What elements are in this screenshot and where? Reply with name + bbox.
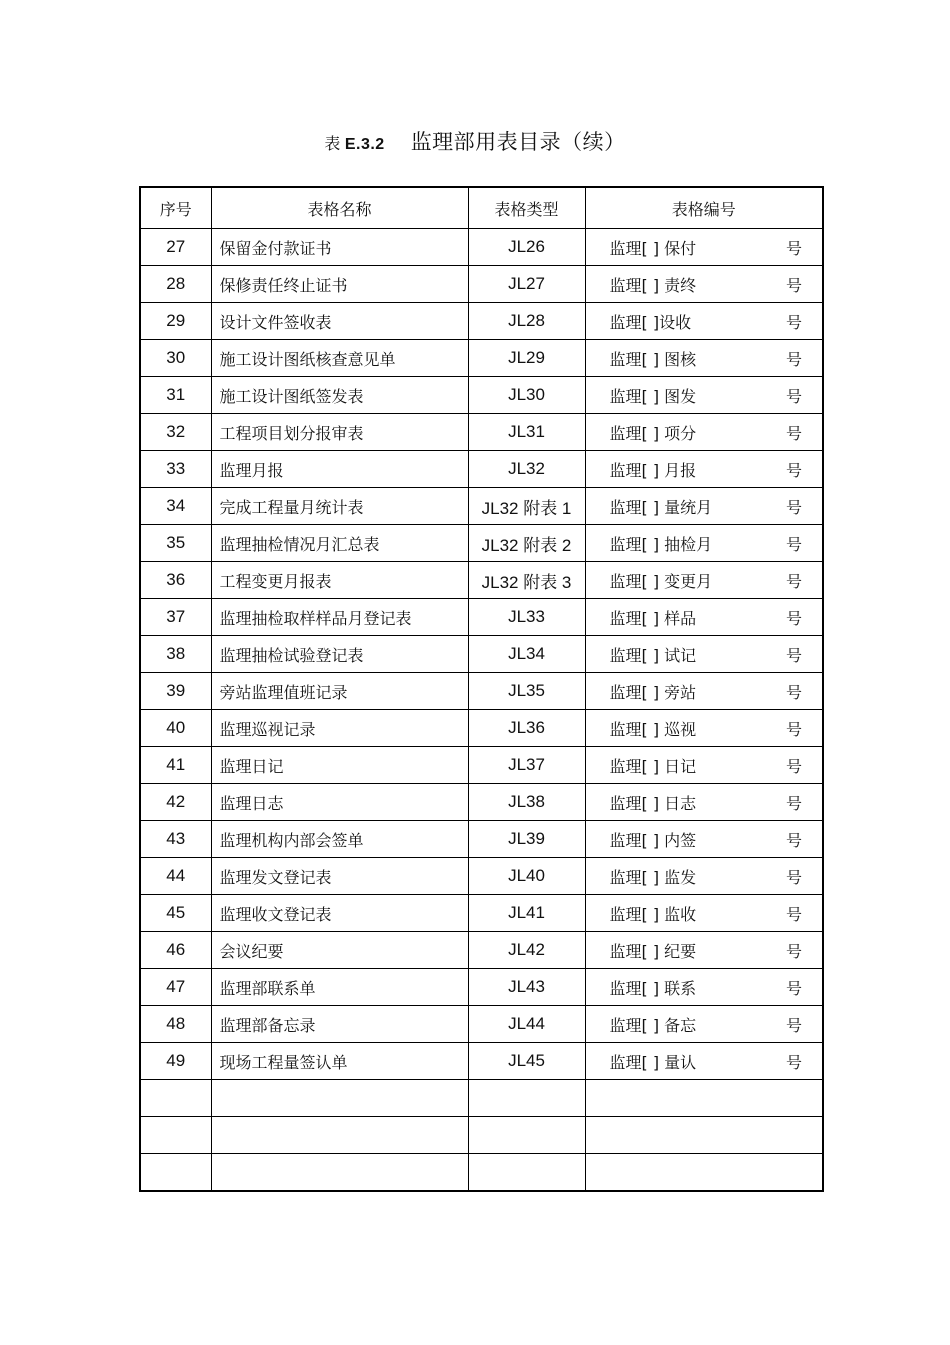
header-num: 序号 bbox=[140, 187, 211, 229]
row-name: 监理日记 bbox=[211, 747, 468, 784]
row-num: 34 bbox=[140, 488, 211, 525]
row-code bbox=[585, 932, 823, 969]
table-row bbox=[140, 303, 823, 340]
row-code-text: 监理[ ] 日志 bbox=[609, 793, 697, 813]
row-code bbox=[585, 488, 823, 525]
row-code-suffix: 号 bbox=[785, 682, 802, 702]
row-num: 31 bbox=[140, 377, 211, 414]
blank-cell bbox=[585, 1080, 823, 1117]
row-num: 43 bbox=[140, 821, 211, 858]
blank-cell bbox=[211, 1154, 468, 1191]
row-name: 监理抽检情况月汇总表 bbox=[211, 525, 468, 562]
table-row bbox=[140, 562, 823, 599]
table-header-row bbox=[140, 187, 823, 229]
row-type: JL30 bbox=[468, 377, 585, 414]
blank-cell bbox=[211, 1117, 468, 1154]
table-row bbox=[140, 229, 823, 266]
row-num: 30 bbox=[140, 340, 211, 377]
blank-cell bbox=[140, 1154, 211, 1191]
row-code bbox=[585, 414, 823, 451]
table-row bbox=[140, 599, 823, 636]
table-row bbox=[140, 895, 823, 932]
row-code-text: 监理[ ] 纪要 bbox=[609, 941, 697, 961]
blank-row bbox=[140, 1154, 823, 1191]
page-title bbox=[0, 126, 950, 156]
row-num: 27 bbox=[140, 229, 211, 266]
row-num: 29 bbox=[140, 303, 211, 340]
title-text: 监理部用表目录（续） bbox=[410, 130, 626, 154]
row-type: JL32 附表 2 bbox=[468, 525, 585, 562]
row-code bbox=[585, 636, 823, 673]
row-type: JL32 附表 1 bbox=[468, 488, 585, 525]
row-num: 33 bbox=[140, 451, 211, 488]
row-num: 32 bbox=[140, 414, 211, 451]
row-type: JL29 bbox=[468, 340, 585, 377]
table-row bbox=[140, 488, 823, 525]
row-type: JL41 bbox=[468, 895, 585, 932]
row-code-text: 监理[ ] 样品 bbox=[609, 608, 697, 628]
row-name: 监理抽检取样样品月登记表 bbox=[211, 599, 468, 636]
row-code bbox=[585, 229, 823, 266]
row-name: 施工设计图纸核查意见单 bbox=[211, 340, 468, 377]
row-type: JL34 bbox=[468, 636, 585, 673]
row-code-suffix: 号 bbox=[785, 460, 802, 480]
row-num: 37 bbox=[140, 599, 211, 636]
row-code-suffix: 号 bbox=[785, 349, 802, 369]
row-name: 监理收文登记表 bbox=[211, 895, 468, 932]
row-code-suffix: 号 bbox=[785, 904, 802, 924]
row-code bbox=[585, 895, 823, 932]
row-code-suffix: 号 bbox=[785, 756, 802, 776]
row-code-suffix: 号 bbox=[785, 608, 802, 628]
row-code bbox=[585, 858, 823, 895]
row-code-text: 监理[ ] 项分 bbox=[609, 423, 697, 443]
blank-cell bbox=[140, 1080, 211, 1117]
row-code-text: 监理[ ] 内签 bbox=[609, 830, 697, 850]
row-code-suffix: 号 bbox=[785, 941, 802, 961]
row-code-suffix: 号 bbox=[785, 275, 802, 295]
blank-cell bbox=[211, 1080, 468, 1117]
row-type: JL32 bbox=[468, 451, 585, 488]
row-code-suffix: 号 bbox=[785, 386, 802, 406]
row-code-text: 监理[ ] 责终 bbox=[609, 275, 697, 295]
row-code-text: 监理[ ] 联系 bbox=[609, 978, 697, 998]
row-code bbox=[585, 451, 823, 488]
row-code-suffix: 号 bbox=[785, 867, 802, 887]
row-code bbox=[585, 969, 823, 1006]
row-code-text: 监理[ ] 备忘 bbox=[609, 1015, 697, 1035]
row-type: JL42 bbox=[468, 932, 585, 969]
row-type: JL26 bbox=[468, 229, 585, 266]
row-type: JL28 bbox=[468, 303, 585, 340]
title-code: E.3.2 bbox=[344, 136, 385, 153]
row-code-text: 监理[ ] 月报 bbox=[609, 460, 697, 480]
blank-cell bbox=[140, 1117, 211, 1154]
row-num: 42 bbox=[140, 784, 211, 821]
table-row bbox=[140, 1006, 823, 1043]
row-name: 监理巡视记录 bbox=[211, 710, 468, 747]
row-name: 现场工程量签认单 bbox=[211, 1043, 468, 1080]
table-row bbox=[140, 747, 823, 784]
table-row bbox=[140, 266, 823, 303]
row-code-text: 监理[ ] 旁站 bbox=[609, 682, 697, 702]
row-code-text: 监理[ ] 监发 bbox=[609, 867, 697, 887]
row-name: 保修责任终止证书 bbox=[211, 266, 468, 303]
row-code-text: 监理[ ]设收 bbox=[609, 312, 692, 332]
row-type: JL37 bbox=[468, 747, 585, 784]
table-body bbox=[140, 229, 823, 1191]
row-code-text: 监理[ ] 试记 bbox=[609, 645, 697, 665]
row-code bbox=[585, 784, 823, 821]
row-name: 工程项目划分报审表 bbox=[211, 414, 468, 451]
row-name: 旁站监理值班记录 bbox=[211, 673, 468, 710]
table-row bbox=[140, 451, 823, 488]
row-code bbox=[585, 1043, 823, 1080]
row-code-suffix: 号 bbox=[785, 497, 802, 517]
table-row bbox=[140, 414, 823, 451]
row-code-text: 监理[ ] 量认 bbox=[609, 1052, 697, 1072]
row-num: 47 bbox=[140, 969, 211, 1006]
row-type: JL44 bbox=[468, 1006, 585, 1043]
row-code-suffix: 号 bbox=[785, 312, 802, 332]
row-num: 45 bbox=[140, 895, 211, 932]
row-code-suffix: 号 bbox=[785, 534, 802, 554]
row-type: JL45 bbox=[468, 1043, 585, 1080]
row-code-text: 监理[ ] 量统月 bbox=[609, 497, 713, 517]
row-name: 保留金付款证书 bbox=[211, 229, 468, 266]
row-code-suffix: 号 bbox=[785, 1015, 802, 1035]
row-name: 完成工程量月统计表 bbox=[211, 488, 468, 525]
row-code bbox=[585, 673, 823, 710]
row-code bbox=[585, 340, 823, 377]
table-row bbox=[140, 1043, 823, 1080]
row-code-suffix: 号 bbox=[785, 719, 802, 739]
row-type: JL36 bbox=[468, 710, 585, 747]
row-code-text: 监理[ ] 巡视 bbox=[609, 719, 697, 739]
row-num: 35 bbox=[140, 525, 211, 562]
row-num: 48 bbox=[140, 1006, 211, 1043]
row-type: JL40 bbox=[468, 858, 585, 895]
row-code bbox=[585, 266, 823, 303]
header-type: 表格类型 bbox=[468, 187, 585, 229]
row-name: 工程变更月报表 bbox=[211, 562, 468, 599]
table-row bbox=[140, 784, 823, 821]
row-code bbox=[585, 562, 823, 599]
row-code-text: 监理[ ] 日记 bbox=[609, 756, 697, 776]
blank-row bbox=[140, 1117, 823, 1154]
row-code bbox=[585, 599, 823, 636]
blank-cell bbox=[585, 1154, 823, 1191]
table-row bbox=[140, 710, 823, 747]
row-type: JL31 bbox=[468, 414, 585, 451]
table-row bbox=[140, 525, 823, 562]
blank-cell bbox=[585, 1117, 823, 1154]
row-code bbox=[585, 821, 823, 858]
row-name: 会议纪要 bbox=[211, 932, 468, 969]
row-num: 39 bbox=[140, 673, 211, 710]
row-code-text: 监理[ ] 保付 bbox=[609, 238, 697, 258]
row-num: 41 bbox=[140, 747, 211, 784]
table-row bbox=[140, 932, 823, 969]
row-code bbox=[585, 710, 823, 747]
header-code: 表格编号 bbox=[585, 187, 823, 229]
table-row bbox=[140, 858, 823, 895]
row-num: 38 bbox=[140, 636, 211, 673]
row-code bbox=[585, 1006, 823, 1043]
row-code bbox=[585, 525, 823, 562]
row-name: 监理日志 bbox=[211, 784, 468, 821]
row-num: 40 bbox=[140, 710, 211, 747]
row-name: 监理部备忘录 bbox=[211, 1006, 468, 1043]
row-num: 36 bbox=[140, 562, 211, 599]
blank-cell bbox=[468, 1080, 585, 1117]
row-code-suffix: 号 bbox=[785, 645, 802, 665]
row-name: 监理机构内部会签单 bbox=[211, 821, 468, 858]
row-name: 监理部联系单 bbox=[211, 969, 468, 1006]
row-type: JL27 bbox=[468, 266, 585, 303]
row-num: 46 bbox=[140, 932, 211, 969]
row-num: 44 bbox=[140, 858, 211, 895]
row-code bbox=[585, 377, 823, 414]
table-row bbox=[140, 969, 823, 1006]
table-row bbox=[140, 377, 823, 414]
row-code-suffix: 号 bbox=[785, 793, 802, 813]
row-code bbox=[585, 303, 823, 340]
row-num: 49 bbox=[140, 1043, 211, 1080]
row-code-text: 监理[ ] 图核 bbox=[609, 349, 697, 369]
row-code-suffix: 号 bbox=[785, 238, 802, 258]
row-code-text: 监理[ ] 变更月 bbox=[609, 571, 713, 591]
form-catalog-table bbox=[139, 186, 824, 1192]
blank-cell bbox=[468, 1154, 585, 1191]
row-name: 施工设计图纸签发表 bbox=[211, 377, 468, 414]
row-type: JL32 附表 3 bbox=[468, 562, 585, 599]
row-code-text: 监理[ ] 监收 bbox=[609, 904, 697, 924]
row-name: 监理发文登记表 bbox=[211, 858, 468, 895]
table-row bbox=[140, 340, 823, 377]
row-code bbox=[585, 747, 823, 784]
blank-row bbox=[140, 1080, 823, 1117]
row-type: JL39 bbox=[468, 821, 585, 858]
row-code-text: 监理[ ] 图发 bbox=[609, 386, 697, 406]
row-name: 监理月报 bbox=[211, 451, 468, 488]
title-prefix: 表 bbox=[324, 134, 341, 153]
table-row bbox=[140, 821, 823, 858]
row-num: 28 bbox=[140, 266, 211, 303]
row-type: JL33 bbox=[468, 599, 585, 636]
row-name: 设计文件签收表 bbox=[211, 303, 468, 340]
blank-cell bbox=[468, 1117, 585, 1154]
row-code-text: 监理[ ] 抽检月 bbox=[609, 534, 713, 554]
row-code-suffix: 号 bbox=[785, 1052, 802, 1072]
row-code-suffix: 号 bbox=[785, 571, 802, 591]
row-code-suffix: 号 bbox=[785, 830, 802, 850]
row-name: 监理抽检试验登记表 bbox=[211, 636, 468, 673]
row-code-suffix: 号 bbox=[785, 978, 802, 998]
table-row bbox=[140, 636, 823, 673]
header-name: 表格名称 bbox=[211, 187, 468, 229]
row-type: JL43 bbox=[468, 969, 585, 1006]
row-type: JL38 bbox=[468, 784, 585, 821]
row-code-suffix: 号 bbox=[785, 423, 802, 443]
table-row bbox=[140, 673, 823, 710]
row-type: JL35 bbox=[468, 673, 585, 710]
